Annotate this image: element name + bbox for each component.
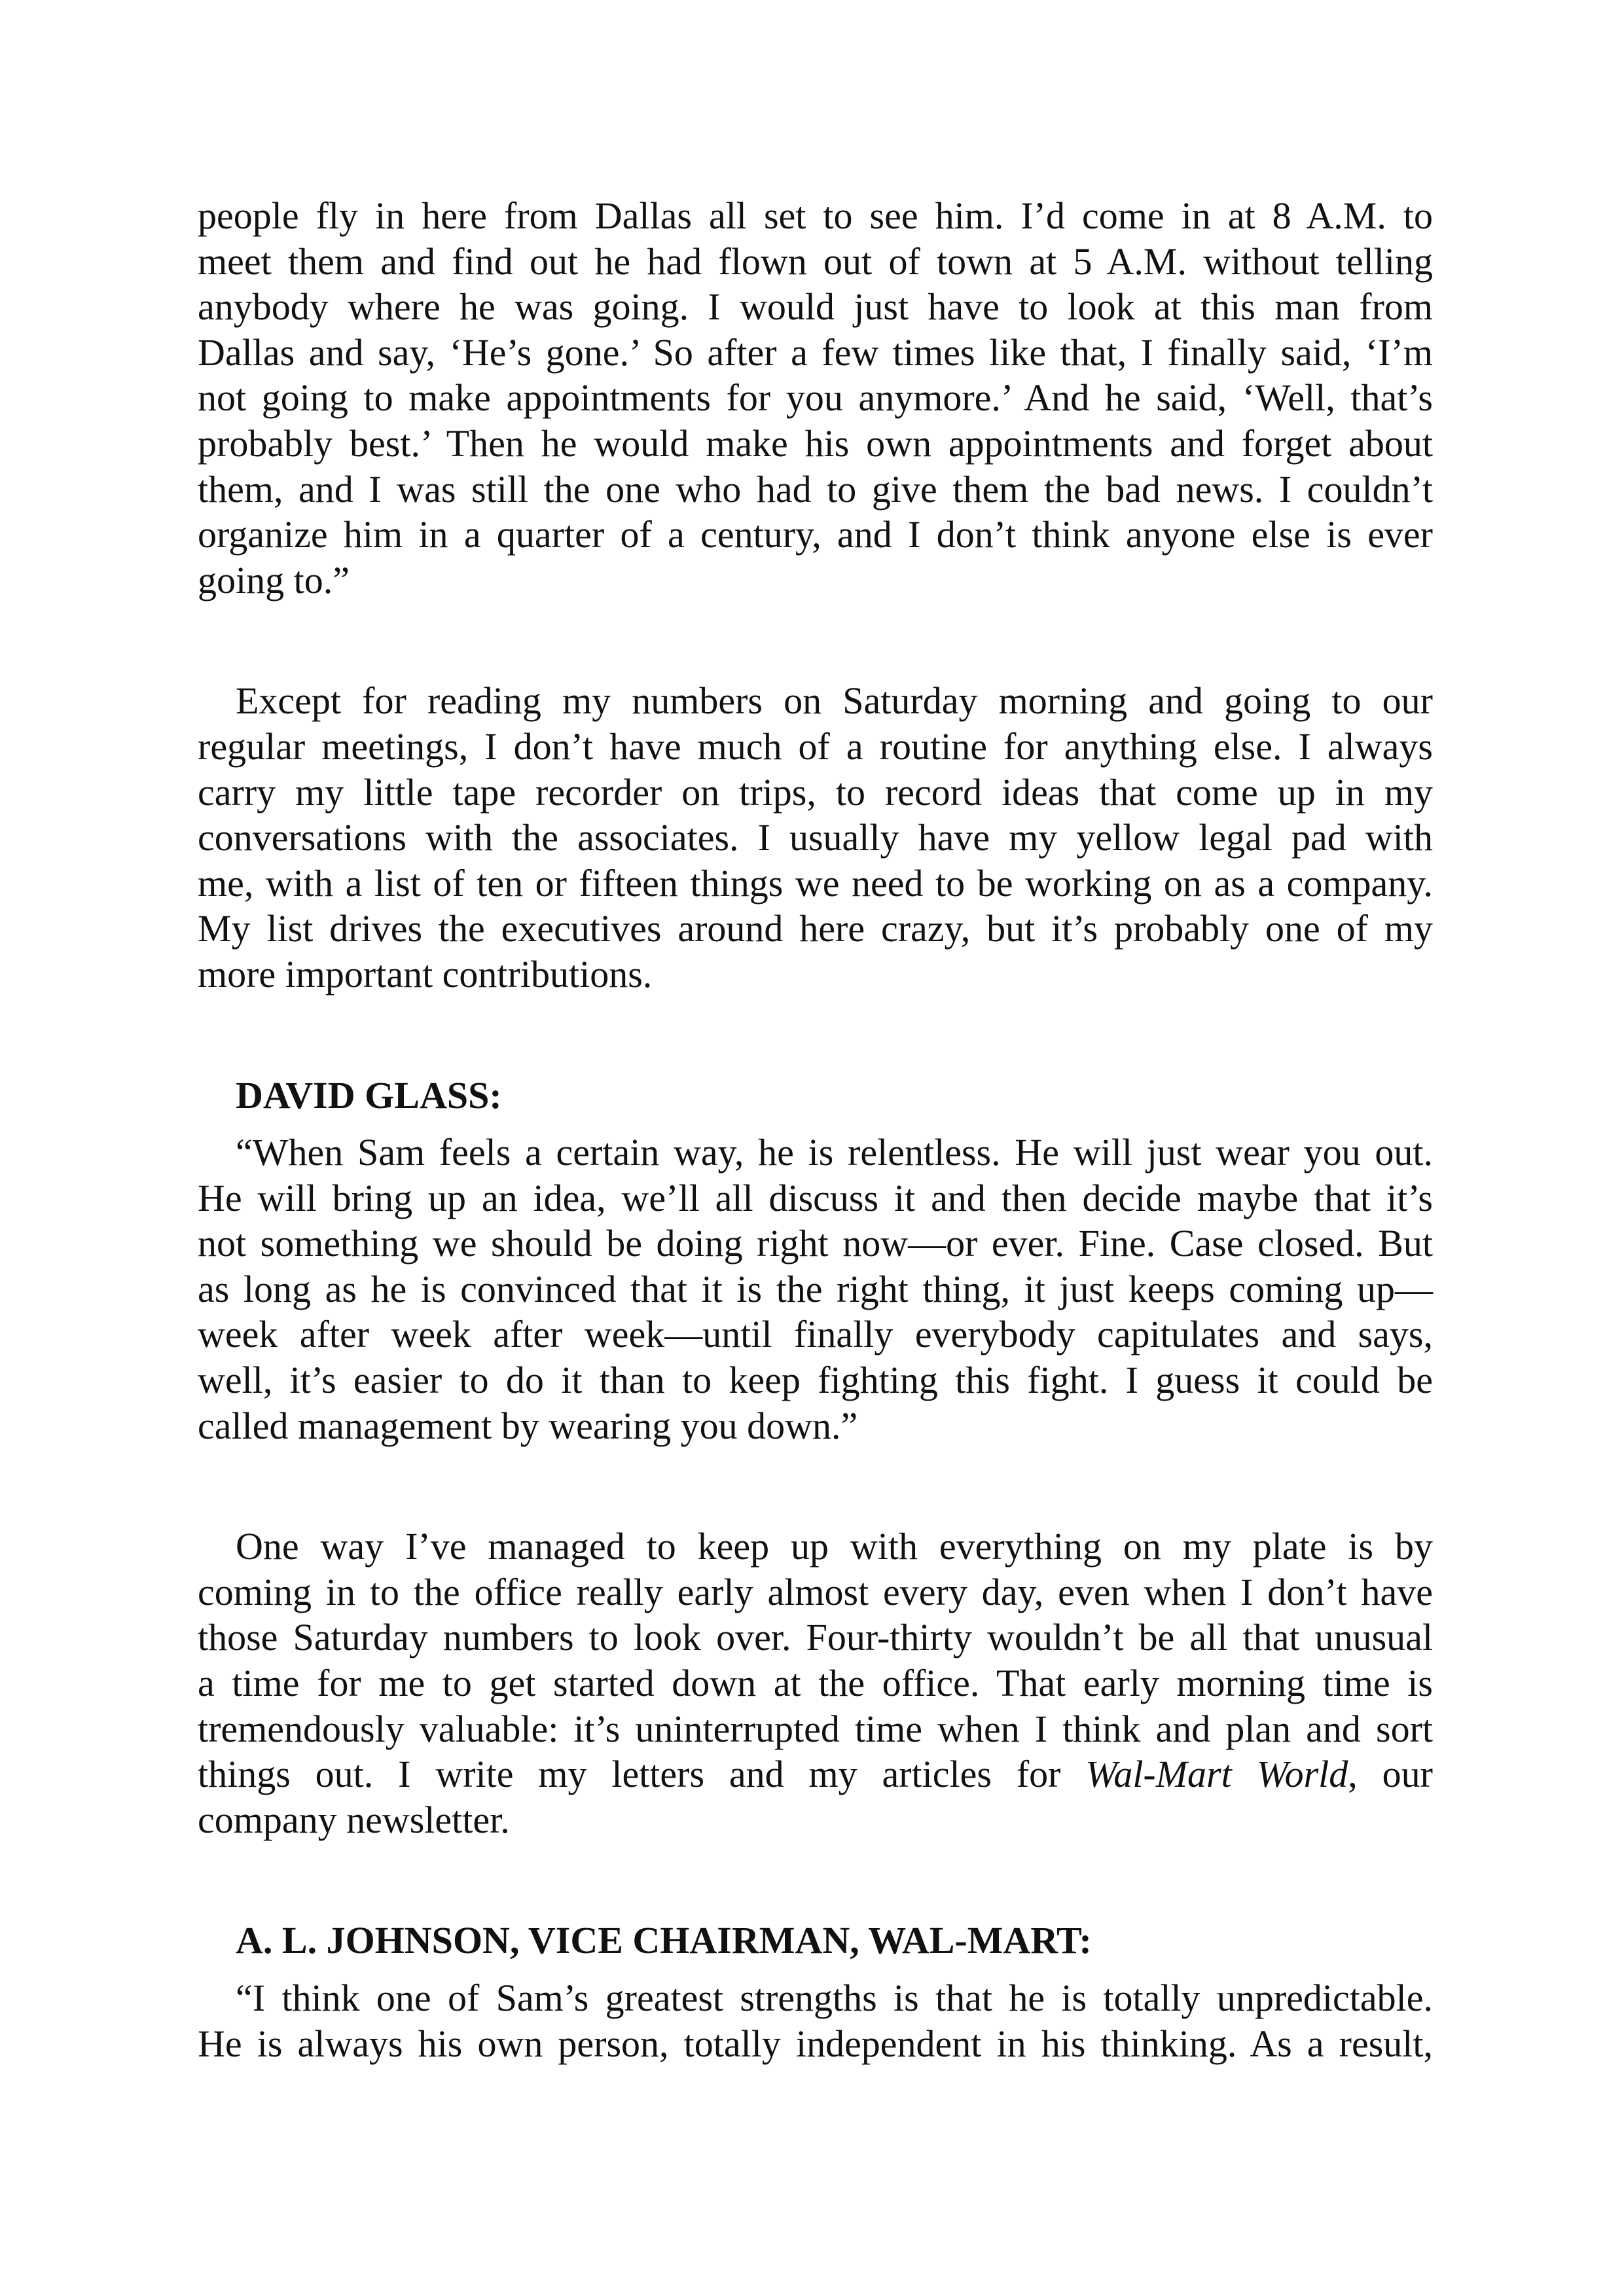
text-line: tremendously valuable: it’s uninterrupted time when I think and plan and sort	[198, 1707, 1433, 1750]
text-line: more important contributions.	[198, 952, 653, 996]
text-line: company newsletter.	[198, 1798, 510, 1841]
text-line: “When Sam feels a certain way, he is relentless. He will just wear you out.	[236, 1131, 1433, 1174]
text-line: probably best.’ Then he would make his own appointments and forget about	[198, 422, 1433, 465]
text-line: those Saturday numbers to look over. Four-thirty wouldn’t be all that unusual	[198, 1616, 1433, 1659]
text-line: He is always his own person, totally independent in his thinking. As a result,	[198, 2022, 1433, 2065]
text-line: as long as he is convinced that it is the right thing, it just keeps coming up—	[198, 1267, 1433, 1310]
speaker-heading: A. L. JOHNSON, VICE CHAIRMAN, WAL-MART:	[236, 1919, 1092, 1962]
paragraph-routine	[198, 678, 1433, 997]
text-segment: things out. I write my letters and my articles for	[198, 1753, 1086, 1796]
text-line: “I think one of Sam’s greatest strengths is that he is totally unpredictable.	[236, 1977, 1433, 2019]
quote-paragraph	[198, 1975, 1433, 2066]
text-line: week after week after week—until finally everybody capitulates and says,	[198, 1313, 1433, 1356]
text-line: a time for me to get started down at the office. That early morning time is	[198, 1662, 1433, 1705]
text-line: One way I’ve managed to keep up with everything on my plate is by	[236, 1525, 1433, 1568]
page-body	[198, 193, 1433, 2066]
text-line: carry my little tape recorder on trips, to record ideas that come up in my	[198, 770, 1433, 814]
text-line: Dallas and say, ‘He’s gone.’ So after a few times like that, I finally said, ‘I’m	[198, 331, 1433, 374]
text-segment: , our	[1348, 1753, 1433, 1796]
text-line: organize him in a quarter of a century, and I don’t think anyone else is ever	[198, 513, 1433, 556]
text-line: people fly in here from Dallas all set to see him. I’d come in at 8 A.M. to	[198, 194, 1433, 237]
text-line: not something we should be doing right now—or ever. Fine. Case closed. But	[198, 1222, 1433, 1265]
text-line: My list drives the executives around here crazy, but it’s probably one of my	[198, 907, 1433, 950]
quote-paragraph	[198, 1130, 1433, 1448]
text-line: conversations with the associates. I usually have my yellow legal pad with	[198, 816, 1433, 859]
text-line: coming in to the office really early almost every day, even when I don’t have	[198, 1570, 1433, 1613]
text-line: anybody where he was going. I would just have to look at this man from	[198, 285, 1433, 329]
paragraph-early-morning	[198, 1524, 1433, 1842]
text-line: regular meetings, I don’t have much of a routine for anything else. I always	[198, 725, 1433, 768]
text-line	[198, 1751, 1433, 1797]
speaker-heading: DAVID GLASS:	[236, 1073, 502, 1117]
text-line: going to.”	[198, 558, 350, 601]
text-line: meet them and find out he had flown out of town at 5 A.M. without telling	[198, 240, 1433, 283]
text-line: them, and I was still the one who had to give them the bad news. I couldn’t	[198, 467, 1433, 511]
text-line: me, with a list of ten or fifteen things we need to be working on as a company.	[198, 861, 1433, 905]
text-line: called management by wearing you down.”	[198, 1404, 858, 1447]
newsletter-title: Wal-Mart World	[1085, 1753, 1348, 1796]
text-line: Except for reading my numbers on Saturday morning and going to our	[236, 679, 1433, 723]
text-line: He will bring up an idea, we’ll all discuss it and then decide maybe that it’s	[198, 1176, 1433, 1219]
paragraph-continued	[198, 193, 1433, 603]
text-line: well, it’s easier to do it than to keep fighting this fight. I guess it could be	[198, 1359, 1433, 1402]
text-line: not going to make appointments for you anymore.’ And he said, ‘Well, that’s	[198, 376, 1433, 420]
